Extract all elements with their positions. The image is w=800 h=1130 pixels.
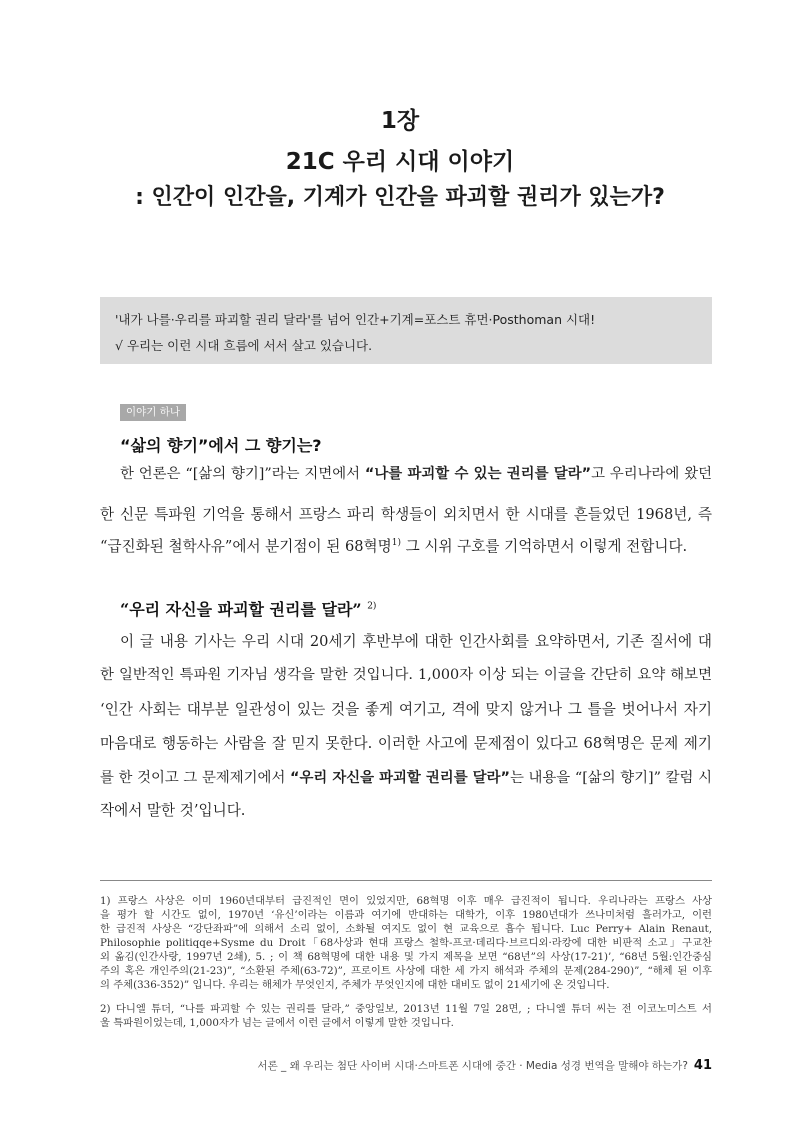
section-heading-2 [120, 597, 376, 620]
footnote-ref-1[interactable]: 1) [391, 538, 401, 549]
footnote-1-line-4: Philosophie politiqqe+Sysme du Droit「68사상과 현대 프랑스 철학-프코·데리다·브르디외·라캉에 대한 비판적 소고」구교찬 [100, 937, 712, 949]
footnote-2-line-2: 울 특파원이었는데, 1,000자가 넘는 글에서 이런 글에서 이렇게 말한 것입니다. [100, 1017, 454, 1029]
emphasis-text: “나를 파괴할 수 있는 권리를 달라” [364, 466, 592, 482]
paragraph-2-line-2: 한 일반적인 특파원 기자님 생각을 말한 것입니다. 1,000자 이상 되는 이글을 간단히 요약 해보면 [100, 667, 712, 683]
summary-line-1: '내가 나를·우리를 파괴할 권리 달라'를 넘어 인간+기계=포스트 휴먼·Posthoman 시대! [115, 312, 596, 327]
paragraph-2-line-3: ‘인간 사회는 대부분 일관성이 있는 것을 좋게 여기고, 격에 맞지 않거나 그 틀을 벗어나서 자기 [100, 701, 712, 718]
paragraph-2-line-1: 이 글 내용 기사는 우리 시대 20세기 후반부에 대한 인간사회를 요약하면서, 기존 질서에 대 [120, 633, 712, 650]
footnote-1-line-5: 외 옮김(인간사랑, 1997년 2쇄), 5. ; 이 책 68혁명에 대한 내용 및 가지 제목을 보면 “68년”의 사상(17-21)’, “68년 5월:인간중심 [100, 951, 712, 963]
summary-box [100, 297, 712, 364]
footnote-1-line-6: 주의 혹은 개인주의(21-23)”, “소환된 주체(63-72)”, 프로이트 사상에 대한 세 가지 해석과 주체의 문제(284-290)”, “해체 된 이후 [100, 965, 712, 977]
paragraph-1-line-1 [120, 462, 712, 483]
footnote-1-line-7: 의 주체(336-352)” 입니다. 우리는 해체가 무엇인지, 주체가 무엇인지에 대한 대비도 없이 21세기에 온 것입니다. [100, 979, 610, 991]
chapter-number: 1장 [380, 108, 420, 134]
page-number: 41 [693, 1058, 712, 1073]
section-heading-1: “삶의 향기”에서 그 향기는? [120, 436, 322, 455]
page-footer [257, 1058, 712, 1073]
paragraph-1-line-2: 한 신문 특파원 기억을 통해서 프랑스 파리 학생들이 외치면서 한 시대를 흔들었던 1968년, 즉 [100, 506, 712, 523]
chapter-title: 21C 우리 시대 이야기 [285, 149, 515, 175]
footnote-1-line-2: 을 평가 할 시간도 없이, 1970년 ‘유신’이라는 이름과 여기에 반대하는 대학가, 이후 1980년대가 쓰나미처럼 흘러가고, 이런 [100, 909, 712, 921]
paragraph-2-line-4: 마음대로 행동하는 사람을 잘 믿지 못한다. 이러한 사고에 문제점이 있다고 68혁명은 문제 제기 [100, 735, 712, 752]
text-run: 를 한 것이고 그 문제제기에서 [100, 770, 291, 786]
paragraph-1-line-3 [100, 535, 712, 556]
paragraph-2-line-5 [100, 766, 712, 787]
text-run: 는 내용을 “[삶의 향기]” 칼럼 시 [509, 770, 712, 786]
chapter-subtitle: : 인간이 인간을, 기계가 인간을 파괴할 권리가 있는가? [135, 185, 665, 210]
text-run: “급진화된 철학사유”에서 분기점이 된 68혁명 [100, 538, 392, 555]
text-run: 그 시위 구호를 기억하면서 이렇게 전합니다. [400, 538, 688, 555]
text-run: 한 언론은 “[삶의 향기]”라는 지면에서 [120, 466, 365, 482]
heading-text: “우리 자신을 파괴할 권리를 달라” [120, 600, 362, 619]
footnote-1-line-1: 1) 프랑스 사상은 이미 1960년대부터 급진적인 면이 있었지만, 68혁명 이후 매우 급진적이 됩니다. 우리나라는 프랑스 사상 [100, 895, 712, 907]
story-tag: 이야기 하나 [120, 404, 186, 421]
footnote-1-line-3: 한 급진적 사상은 “강단좌파”에 의해서 소리 없이, 소화될 여지도 없이 현 교육으로 흡수 됩니다. Luc Perry+ Alain Renaut, [100, 923, 712, 935]
running-title: 서론 _ 왜 우리는 첨단 사이버 시대·스마트폰 시대에 중간 · Media 성경 번역을 말해야 하는가? [257, 1060, 688, 1072]
emphasis-text: “우리 자신을 파괴할 권리를 달라” [290, 770, 510, 786]
text-run: 고 우리나라에 왔던 [591, 466, 713, 482]
footnote-ref-2[interactable]: 2) [367, 601, 377, 612]
paragraph-2-line-6: 작에서 말한 것’입니다. [100, 802, 246, 819]
summary-line-2: √ 우리는 이런 시대 흐름에 서서 살고 있습니다. [115, 338, 373, 353]
footnote-2-line-1: 2) 다니엘 튜더, “나를 파괴할 수 있는 권리를 달라,” 중앙일보, 2013년 11월 7일 28면, ; 다니엘 튜더 씨는 전 이코노미스트 서 [100, 1003, 712, 1015]
footnote-divider [100, 880, 712, 881]
